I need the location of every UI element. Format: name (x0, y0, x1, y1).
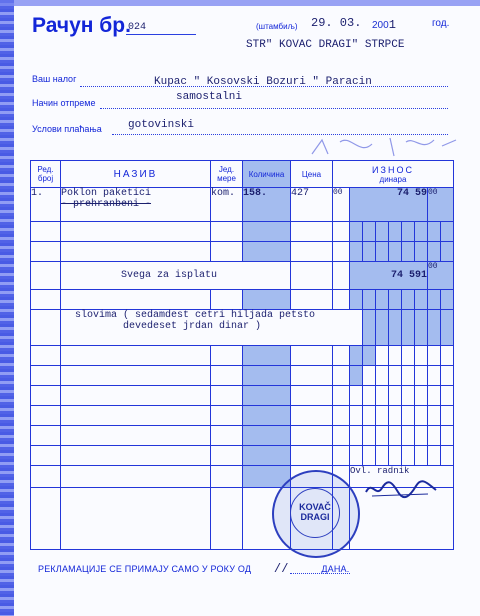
amount-in-words (61, 310, 363, 346)
stamp-line1: KOVAČ (299, 502, 331, 513)
bleed-through-marks (310, 132, 460, 162)
invoice-title: Рачун бр. (32, 14, 131, 37)
stamp-center (290, 488, 340, 538)
total-dec: 00 (428, 262, 454, 290)
col-header-no: Ред. број (31, 161, 61, 188)
words-line1: slovima ( sedamdest cetri hiljada petsto (75, 310, 316, 321)
table-header-row (31, 161, 454, 188)
year-prefix (372, 18, 396, 32)
total-amount: 74 591 (350, 262, 428, 290)
words-row (31, 310, 454, 346)
col-header-amount (333, 161, 454, 188)
row-amount: 74 59 (350, 188, 428, 222)
footer-prefix: РЕКЛАМАЦИЈЕ СЕ ПРИМАЈУ САМО У РОКУ ОД (38, 564, 252, 574)
company-stamp (272, 470, 360, 558)
stamp-label: (штамбиљ) (256, 22, 298, 31)
payment-value: gotovinski (128, 119, 195, 131)
stamp-line2: DRAGI (300, 512, 330, 522)
row-price-dec: 00 (333, 188, 350, 222)
dispatch-value: samostalni (176, 91, 243, 103)
footer-dotline (290, 573, 350, 574)
dispatch-dotline (100, 108, 448, 109)
col-header-name: НАЗИВ (61, 161, 211, 188)
signature-scribble (362, 478, 442, 500)
row-name (61, 188, 211, 222)
invoice-number: 024 (128, 22, 147, 33)
row-price: 427 (291, 188, 333, 222)
row-name-line2: - prehranbeni - (61, 199, 152, 210)
company-name: STR" KOVAC DRAGI" STRPCE (246, 39, 405, 51)
scan-edge-top (0, 0, 480, 6)
amount-title: ИЗНОС (372, 164, 414, 175)
invoice-date: 29. 03. (311, 16, 362, 30)
row-qty: 158. (243, 188, 291, 222)
row-name-line1: Poklon paketici (61, 188, 152, 199)
row-amount-dec: 00 (428, 188, 454, 222)
col-header-qty: Количина (243, 161, 291, 188)
row-no: 1. (31, 188, 61, 222)
year-label: год. (432, 18, 450, 29)
payment-label: Услови плаћања (32, 124, 102, 134)
words-line2: devedeset jrdan dinar ) (123, 321, 262, 332)
amount-subtitle: динара (379, 174, 407, 184)
year-digits: 1 (388, 18, 396, 32)
total-row (31, 262, 454, 290)
col-header-unit: Јед. мере (211, 161, 243, 188)
scan-edge (0, 0, 14, 616)
order-value: Kupac " Kosovski Bozuri " Paracin (154, 76, 372, 88)
invoice-number-line (126, 34, 196, 35)
footer-suffix: ДАНА. (321, 564, 350, 574)
dispatch-label: Начин отпреме (32, 98, 96, 108)
col-header-price: Цена (291, 161, 333, 188)
order-label: Ваш налог (32, 74, 77, 84)
footer-days: // (273, 562, 289, 576)
total-label: Svega za isplatu (61, 262, 291, 290)
signature-label: Ovl. radnik (350, 466, 454, 488)
row-unit: kom. (211, 188, 243, 222)
year-suffix: 200 (372, 20, 389, 31)
table-row (31, 188, 454, 222)
